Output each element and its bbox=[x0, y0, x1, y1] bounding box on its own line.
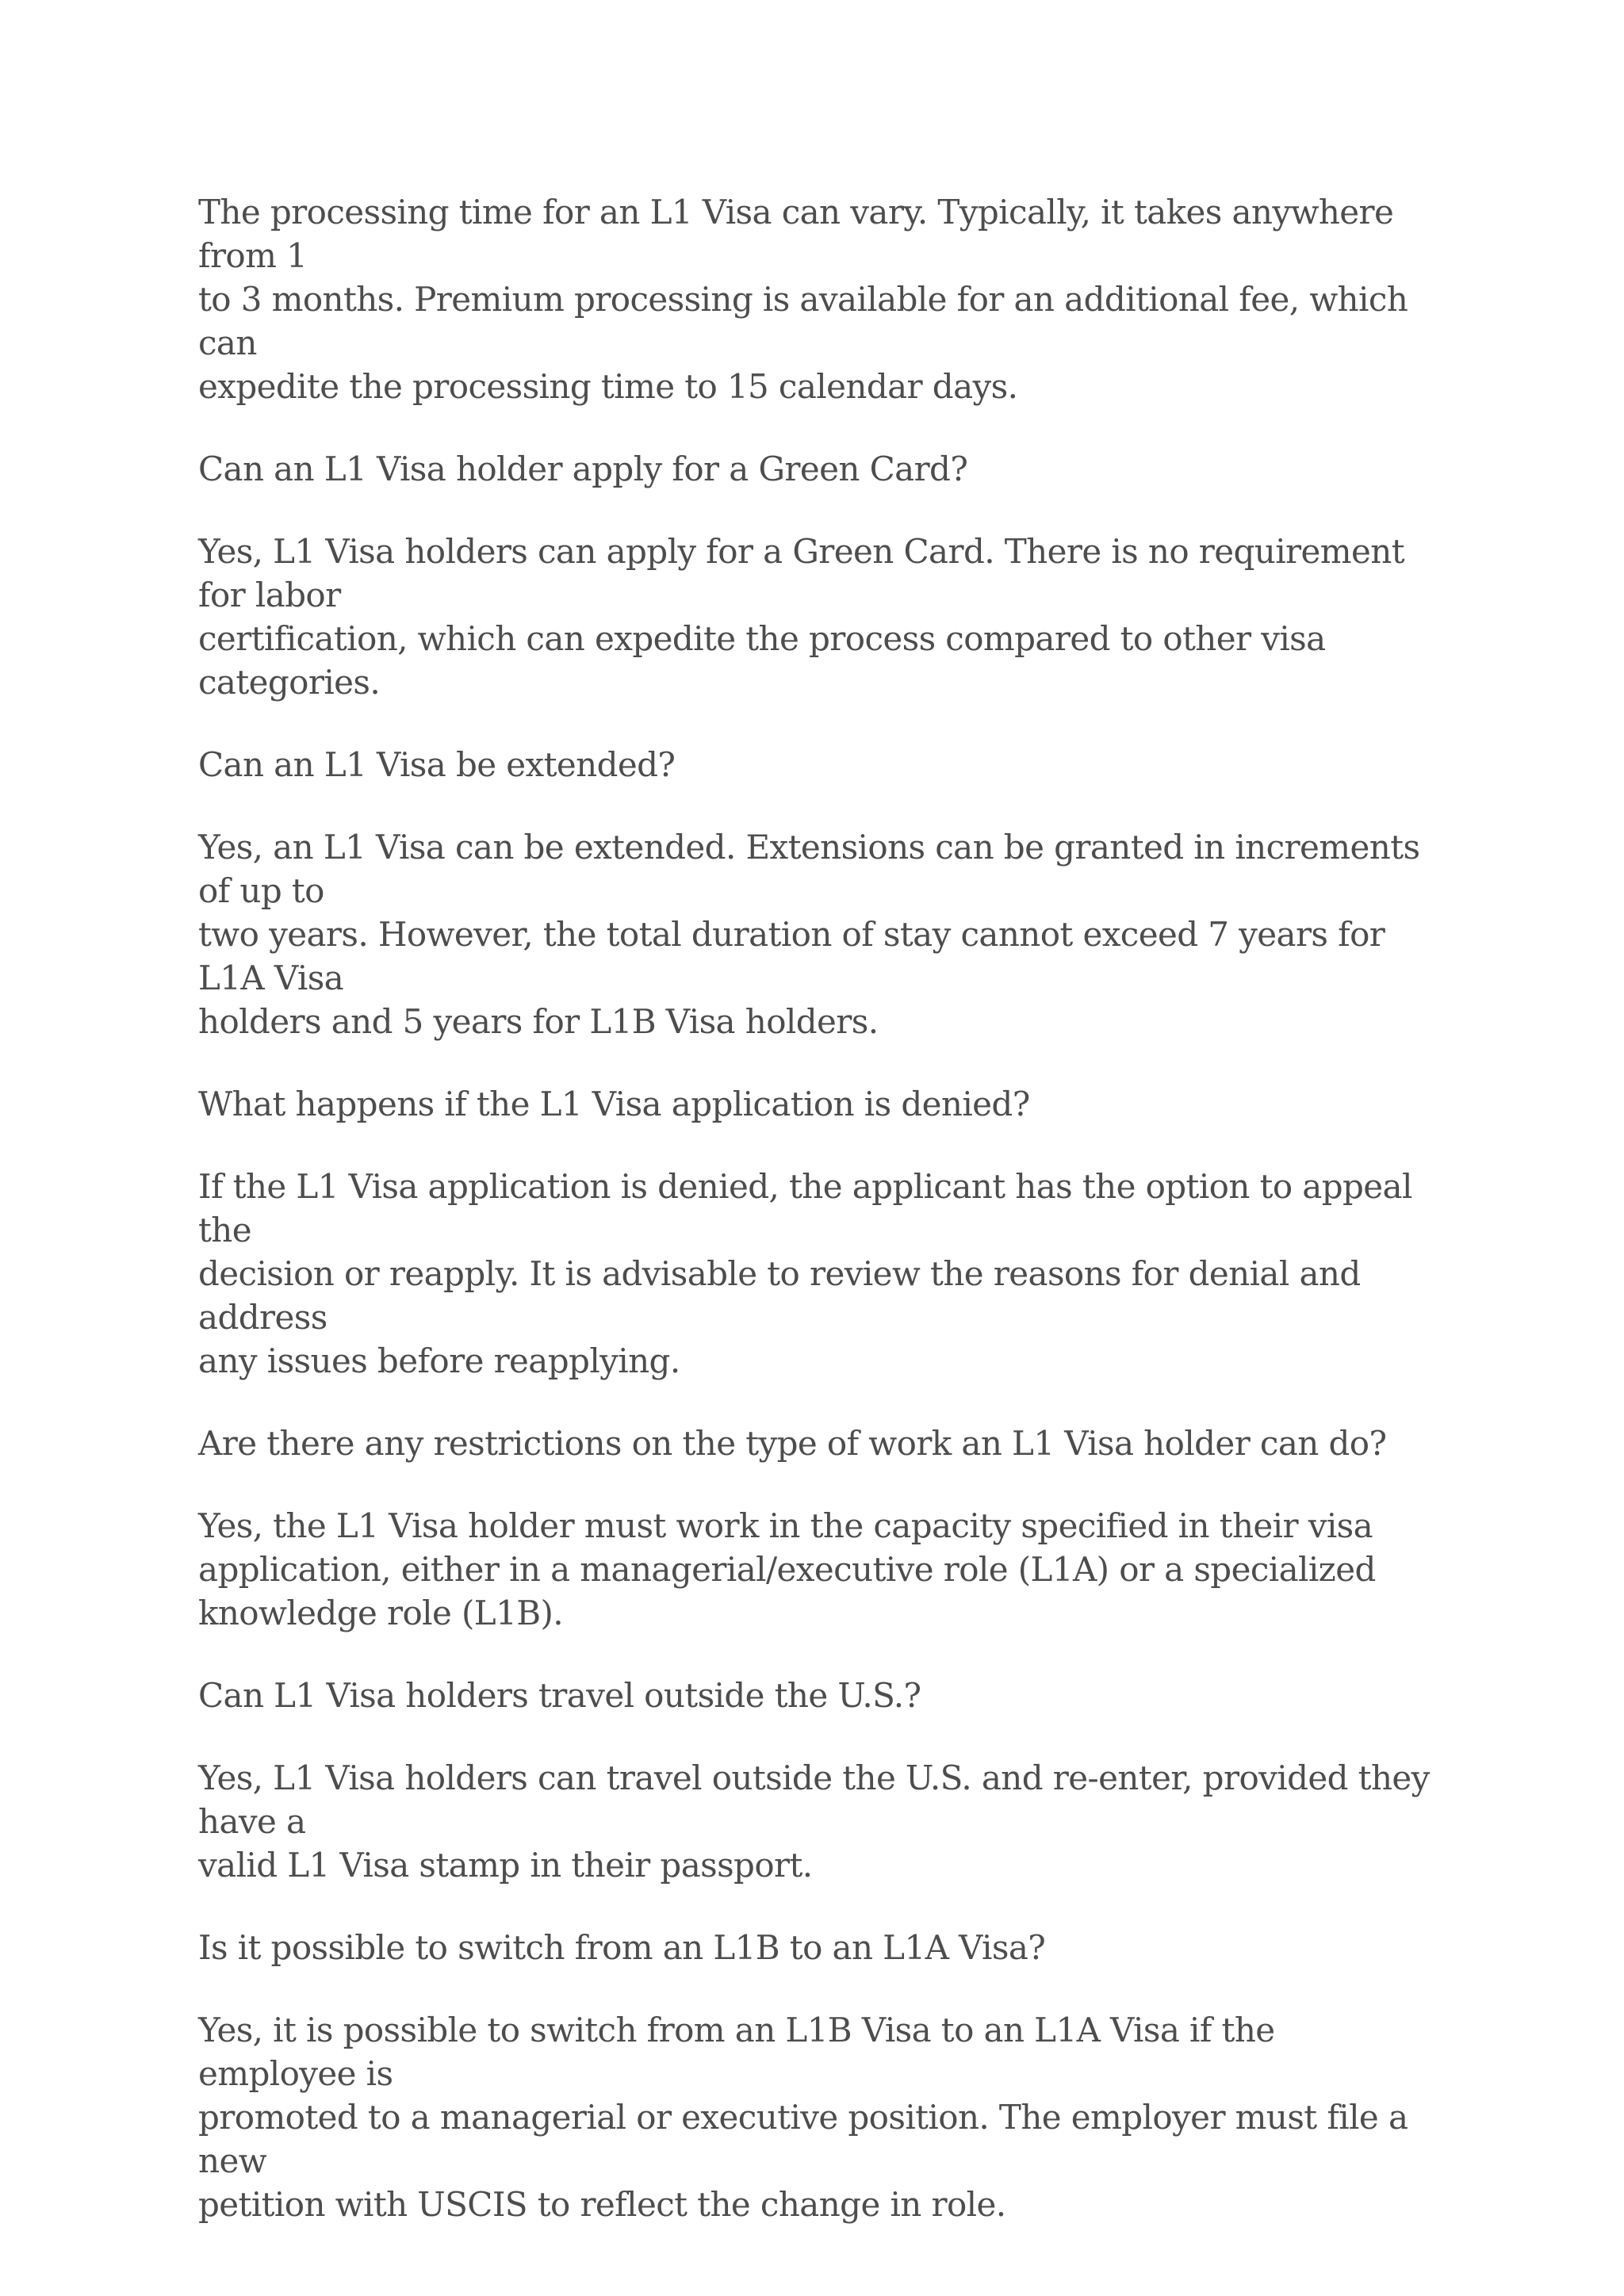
answer-extension: Yes, an L1 Visa can be extended. Extensions can be granted in increments of up to two years. However, the total duration of stay cannot exceed 7 years for L1A Visa holders and 5 years for L1B Visa holders. bbox=[198, 828, 1420, 1041]
answer-travel: Yes, L1 Visa holders can travel outside the U.S. and re-enter, provided they have a valid L1 Visa stamp in their passport. bbox=[198, 1758, 1430, 1885]
question-green-card: Can an L1 Visa holder apply for a Green Card? bbox=[198, 450, 968, 488]
answer-switch-visa: Yes, it is possible to switch from an L1B Visa to an L1A Visa if the employee is promoted to a managerial or executive position. The employer must file a new petition with USCIS to reflect the change in role. bbox=[198, 2011, 1408, 2224]
answer-work-restrictions: Yes, the L1 Visa holder must work in the capacity specified in their visa application, either in a managerial/executive role (L1A) or a specialized knowledge role (L1B). bbox=[198, 1506, 1376, 1632]
answer-denial: If the L1 Visa application is denied, the applicant has the option to appeal the decision or reapply. It is advisable to review the reasons for denial and address any issues before reapplying. bbox=[198, 1167, 1412, 1380]
question-denial: What happens if the L1 Visa application is denied? bbox=[198, 1085, 1030, 1123]
paragraph-processing-time: The processing time for an L1 Visa can vary. Typically, it takes anywhere from 1 to 3 months. Premium processing is available for an additional fee, which can expedite the processing time to 15 calendar days. bbox=[198, 193, 1408, 406]
question-work-restrictions: Are there any restrictions on the type of work an L1 Visa holder can do? bbox=[198, 1424, 1387, 1463]
document-body bbox=[198, 190, 1435, 2265]
question-extension: Can an L1 Visa be extended? bbox=[198, 745, 676, 784]
question-travel: Can L1 Visa holders travel outside the U.S.? bbox=[198, 1676, 921, 1715]
question-switch-visa: Is it possible to switch from an L1B to an L1A Visa? bbox=[198, 1928, 1046, 1967]
answer-green-card: Yes, L1 Visa holders can apply for a Green Card. There is no requirement for labor certification, which can expedite the process compared to other visa categories. bbox=[198, 532, 1404, 702]
